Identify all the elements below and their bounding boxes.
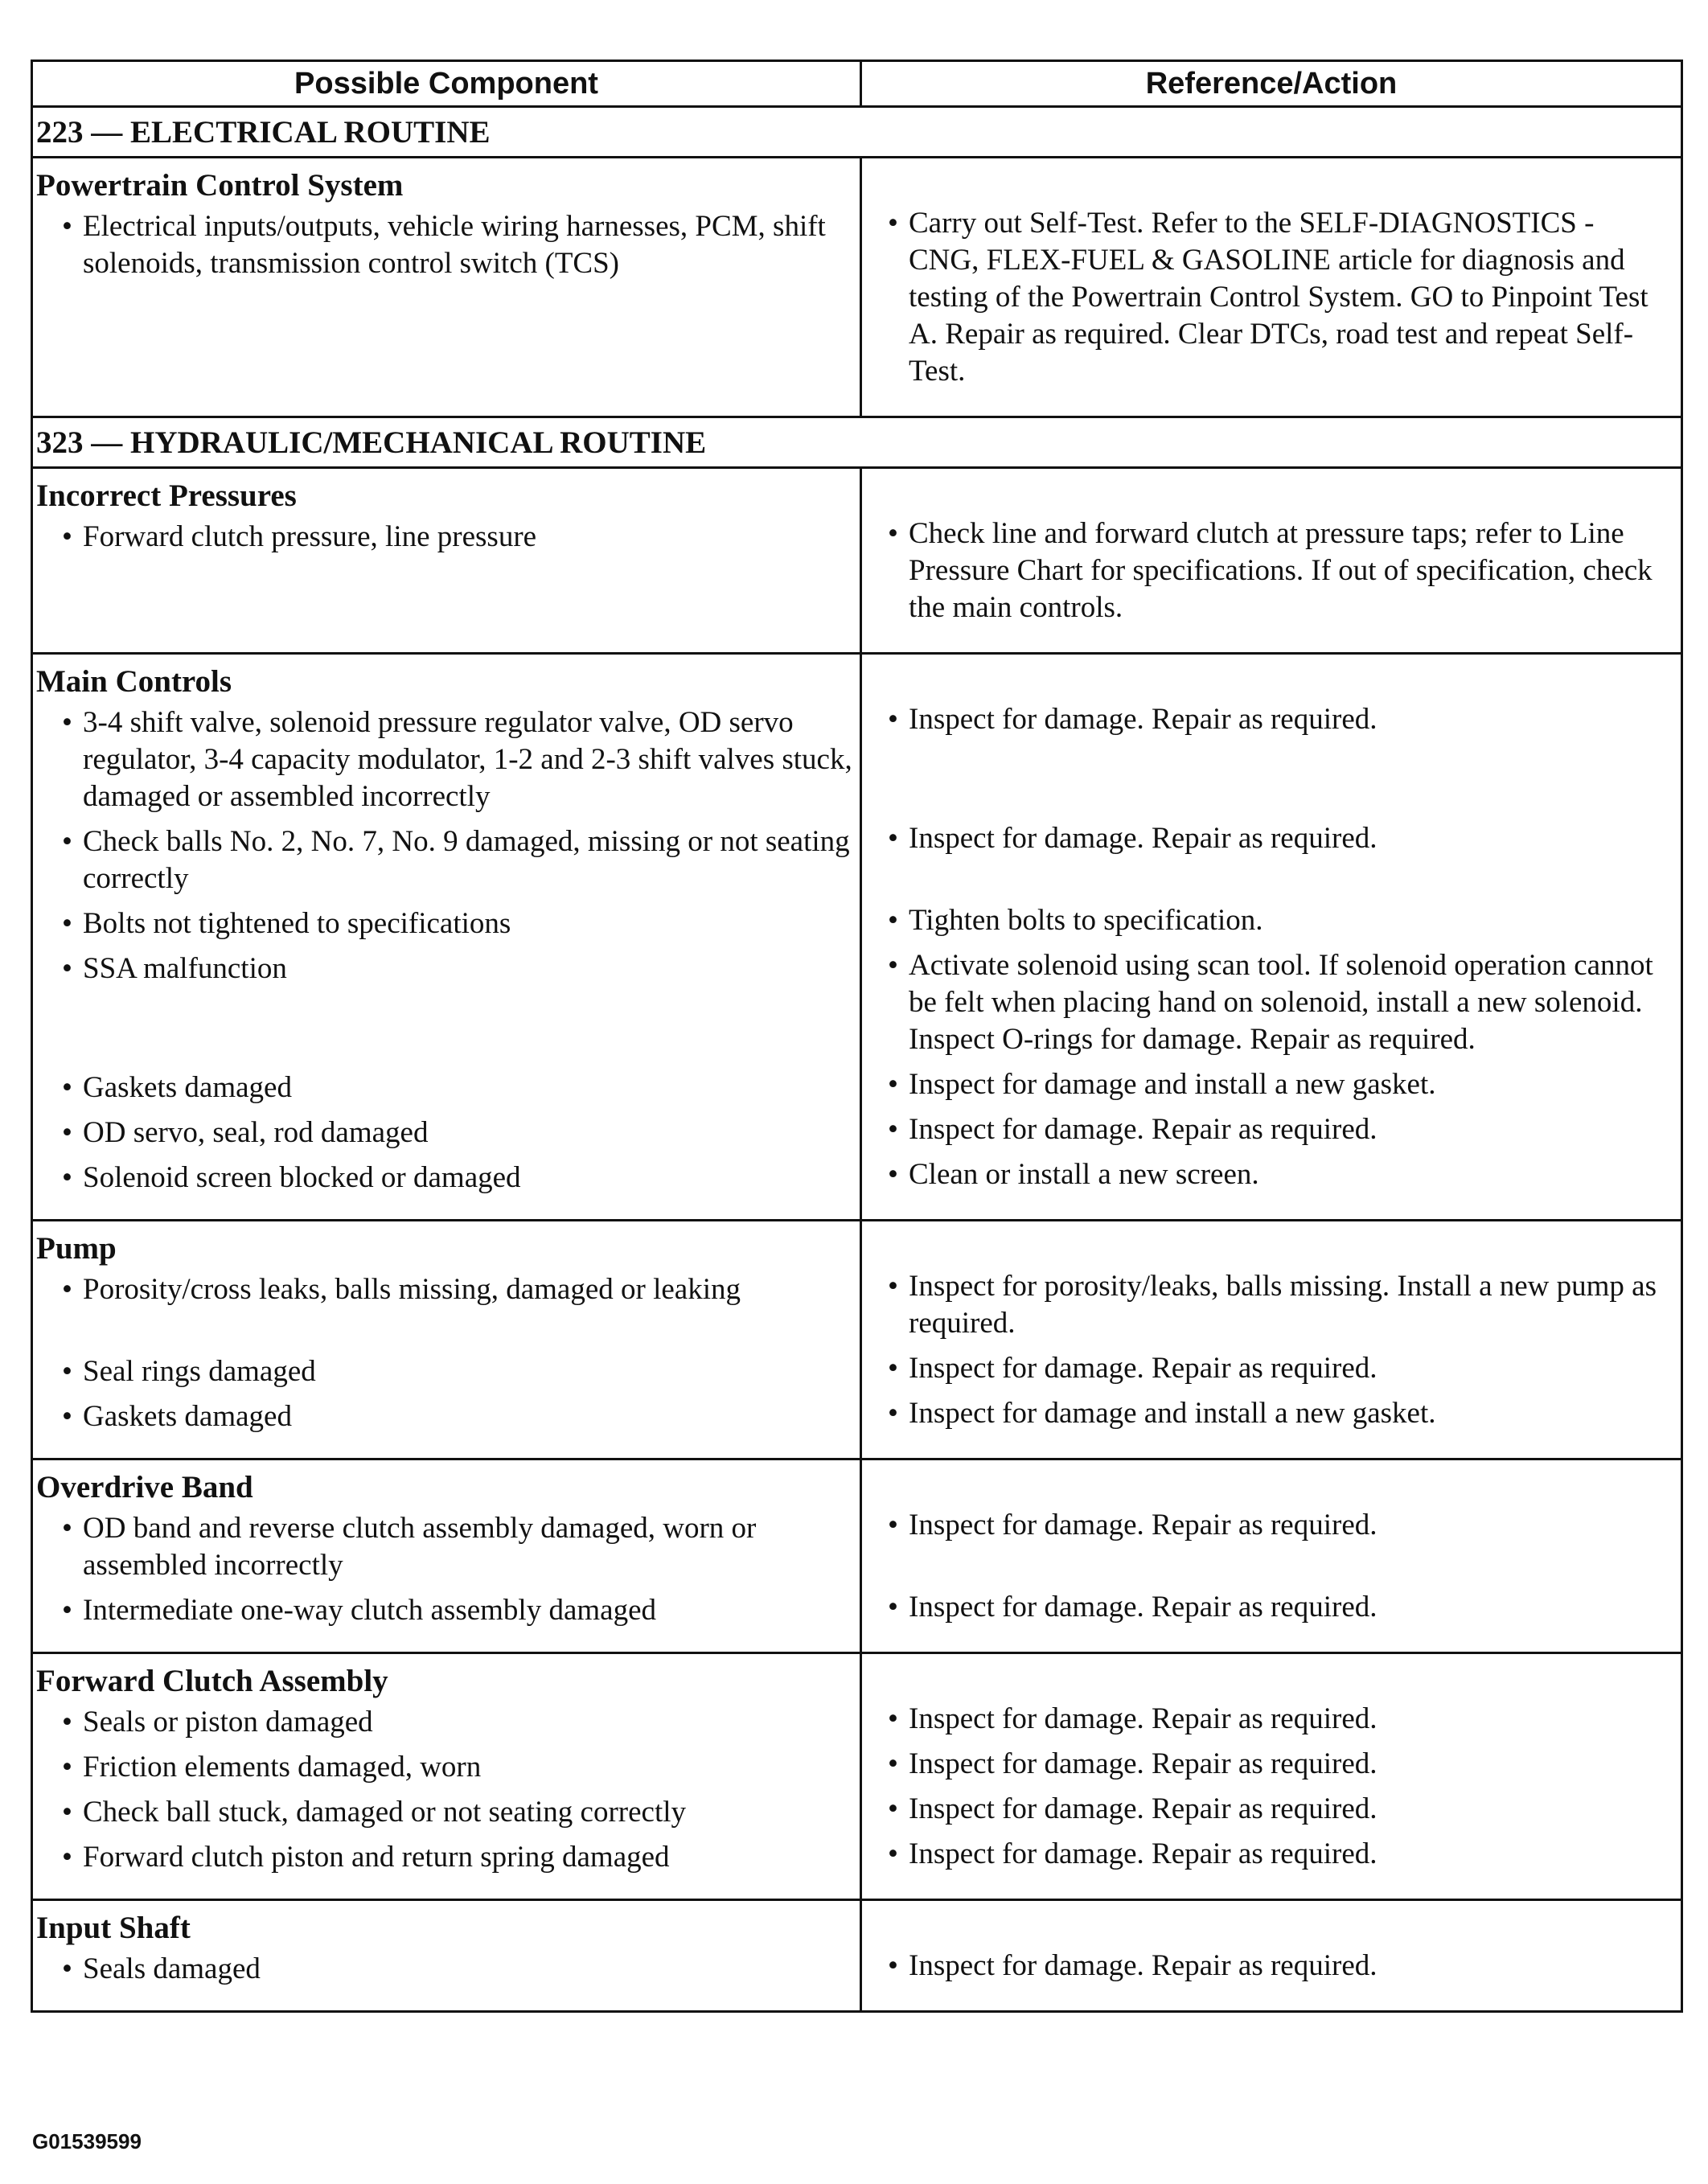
section-title: 223 — ELECTRICAL ROUTINE [32, 107, 1682, 158]
component-item: • Electrical inputs/outputs, vehicle wiring harnesses, PCM, shift solenoids, transmission control switch (TCS) [33, 208, 860, 393]
table-header-row [32, 61, 1682, 107]
action-item: • Inspect for damage and install a new gasket. [862, 1066, 1681, 1103]
group-row [32, 1221, 1682, 1459]
action-cell [861, 468, 1682, 654]
group-title: Pump [36, 1231, 117, 1266]
action-item: • Inspect for damage. Repair as required. [862, 701, 1681, 812]
component-cell [32, 1459, 861, 1653]
section-title: 323 — HYDRAULIC/MECHANICAL ROUTINE [32, 417, 1682, 468]
component-item: • Seal rings damaged [33, 1353, 860, 1390]
component-item: • 3-4 shift valve, solenoid pressure regulator valve, OD servo regulator, 3-4 capacity modulator, 1-2 and 2-3 shift valves stuck, damaged or assembled incorrectly [33, 704, 860, 815]
action-item: • Inspect for damage. Repair as required. [862, 1701, 1681, 1738]
group-row [32, 468, 1682, 654]
action-item: • Tighten bolts to specification. [862, 902, 1681, 939]
action-item: • Inspect for damage. Repair as required. [862, 1589, 1681, 1626]
component-item: • Forward clutch pressure, line pressure [33, 519, 860, 630]
component-item: • Forward clutch piston and return spring damaged [33, 1839, 860, 1876]
action-cell [861, 1900, 1682, 2012]
component-item: • OD band and reverse clutch assembly damaged, worn or assembled incorrectly [33, 1510, 860, 1584]
component-item: • Gaskets damaged [33, 1069, 860, 1106]
action-cell [861, 1653, 1682, 1900]
component-item: • Porosity/cross leaks, balls missing, damaged or leaking [33, 1271, 860, 1345]
figure-code: G01539599 [32, 2129, 142, 2153]
component-item: • Seals damaged [33, 1951, 860, 1988]
table-body [32, 107, 1682, 2012]
component-item: • OD servo, seal, rod damaged [33, 1115, 860, 1152]
group-title: Powertrain Control System [36, 168, 404, 203]
component-item: • Solenoid screen blocked or damaged [33, 1160, 860, 1197]
action-item: • Inspect for damage. Repair as required. [862, 1836, 1681, 1873]
header-possible-component: Possible Component [32, 61, 861, 107]
diagnostic-table-page [31, 60, 1681, 2013]
component-item: • Bolts not tightened to specifications [33, 905, 860, 942]
group-row [32, 1459, 1682, 1653]
action-item: • Inspect for damage. Repair as required. [862, 1746, 1681, 1783]
group-row [32, 1900, 1682, 2012]
action-item: • Carry out Self-Test. Refer to the SELF-DIAGNOSTICS - CNG, FLEX-FUEL & GASOLINE article for diagnosis and testing of the Powertrain Control System. GO to Pinpoint Test A. Repair as required. Clear DTCs, road test and repeat Self-Test. [862, 205, 1681, 390]
header-reference-action: Reference/Action [861, 61, 1682, 107]
action-item: • Inspect for damage. Repair as required. [862, 1948, 1681, 1985]
component-item: • Friction elements damaged, worn [33, 1749, 860, 1786]
action-item: • Inspect for porosity/leaks, balls missing. Install a new pump as required. [862, 1268, 1681, 1342]
diagnosis-table [31, 60, 1683, 2013]
group-title: Input Shaft [36, 1911, 191, 1945]
component-item: • Intermediate one-way clutch assembly damaged [33, 1592, 860, 1629]
action-item: • Inspect for damage. Repair as required. [862, 1507, 1681, 1581]
group-title: Forward Clutch Assembly [36, 1664, 388, 1698]
group-row [32, 654, 1682, 1221]
component-cell [32, 654, 861, 1221]
action-item: • Check line and forward clutch at pressure taps; refer to Line Pressure Chart for specifications. If out of specification, check the main controls. [862, 515, 1681, 626]
component-cell [32, 468, 861, 654]
action-cell [861, 158, 1682, 417]
component-item: • Check balls No. 2, No. 7, No. 9 damaged, missing or not seating correctly [33, 823, 860, 897]
group-title: Main Controls [36, 664, 232, 699]
group-title: Incorrect Pressures [36, 478, 297, 513]
action-item: • Activate solenoid using scan tool. If solenoid operation cannot be felt when placing hand on solenoid, install a new solenoid. Inspect O-rings for damage. Repair as required. [862, 947, 1681, 1058]
section-row [32, 107, 1682, 158]
group-row [32, 1653, 1682, 1900]
action-cell [861, 1459, 1682, 1653]
action-item: • Inspect for damage. Repair as required. [862, 820, 1681, 894]
action-cell [861, 654, 1682, 1221]
group-row [32, 158, 1682, 417]
action-item: • Inspect for damage. Repair as required. [862, 1791, 1681, 1828]
component-item: • SSA malfunction [33, 950, 860, 1061]
component-item: • Check ball stuck, damaged or not seating correctly [33, 1794, 860, 1831]
group-title: Overdrive Band [36, 1470, 253, 1505]
action-item: • Inspect for damage. Repair as required. [862, 1350, 1681, 1387]
component-item: • Gaskets damaged [33, 1398, 860, 1435]
action-item: • Inspect for damage. Repair as required. [862, 1111, 1681, 1148]
component-cell [32, 158, 861, 417]
component-cell [32, 1653, 861, 1900]
action-item: • Clean or install a new screen. [862, 1156, 1681, 1193]
action-cell [861, 1221, 1682, 1459]
action-item: • Inspect for damage and install a new gasket. [862, 1395, 1681, 1432]
component-cell [32, 1221, 861, 1459]
section-row [32, 417, 1682, 468]
component-item: • Seals or piston damaged [33, 1704, 860, 1741]
component-cell [32, 1900, 861, 2012]
